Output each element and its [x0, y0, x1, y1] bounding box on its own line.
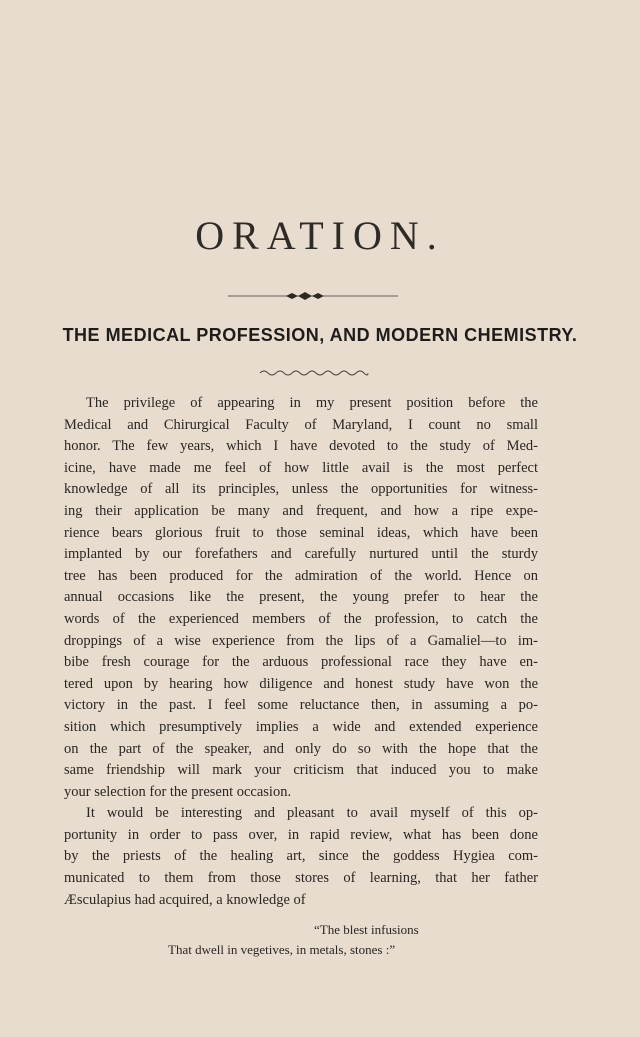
text-line: your selection for the present occasion.	[64, 783, 292, 800]
text-line: bibe fresh courage for the arduous professional race they have en-	[64, 654, 538, 671]
text-line: honor. The few years, which I have devoted to the study of Med-	[64, 438, 538, 455]
text-line: tree has been produced for the admiration of the world. Hence on	[64, 567, 538, 584]
text-line: victory in the past. I feel some reluctance then, in assuming a po-	[64, 697, 538, 714]
text-line: The privilege of appearing in my present position before the	[86, 395, 538, 411]
text-line: words of the experienced members of the profession, to catch the	[64, 610, 538, 627]
oration-heading: ORATION.	[195, 213, 445, 258]
text-line: by the priests of the healing art, since the goddess Hygiea com-	[64, 848, 538, 865]
text-line: icine, have made me feel of how little avail is the most perfect	[64, 459, 538, 476]
text-line: knowledge of all its principles, unless the opportunities for witness-	[64, 481, 538, 498]
text-line: tered upon by hearing how diligence and honest study have won the	[64, 675, 538, 692]
wavy-divider	[258, 368, 370, 378]
text-line: same friendship will mark your criticism that induced you to make	[64, 762, 538, 779]
ornamental-rule	[228, 288, 398, 304]
oration-subtitle: THE MEDICAL PROFESSION, AND MODERN CHEMISTRY.	[62, 325, 578, 345]
text-line: annual occasions like the present, the young prefer to hear the	[64, 589, 538, 606]
verse-quotation	[168, 920, 468, 960]
quote-line: “The blest infusions	[314, 922, 419, 937]
text-line: ing their application be many and frequent, and how a ripe expe-	[64, 502, 538, 519]
text-line: implanted by our forefathers and carefully nurtured until the sturdy	[64, 546, 538, 563]
text-line: rience bears glorious fruit to those seminal ideas, which have been	[64, 524, 538, 541]
text-line: on the part of the speaker, and only do so with the hope that the	[64, 740, 538, 757]
text-line: portunity in order to pass over, in rapid review, what has been done	[64, 826, 538, 843]
text-line: municated to them from those stores of learning, that her father	[64, 870, 538, 887]
text-line: sition which presumptively implies a wide and extended experience	[64, 718, 538, 735]
body-text	[64, 393, 538, 911]
text-line: Æsculapius had acquired, a knowledge of	[64, 891, 306, 908]
quote-line: That dwell in vegetives, in metals, stones :”	[168, 942, 396, 957]
text-line: It would be interesting and pleasant to avail myself of this op-	[86, 805, 538, 822]
text-line: Medical and Chirurgical Faculty of Maryland, I count no small	[64, 416, 538, 433]
text-line: droppings of a wise experience from the lips of a Gamaliel—to im-	[64, 632, 538, 649]
